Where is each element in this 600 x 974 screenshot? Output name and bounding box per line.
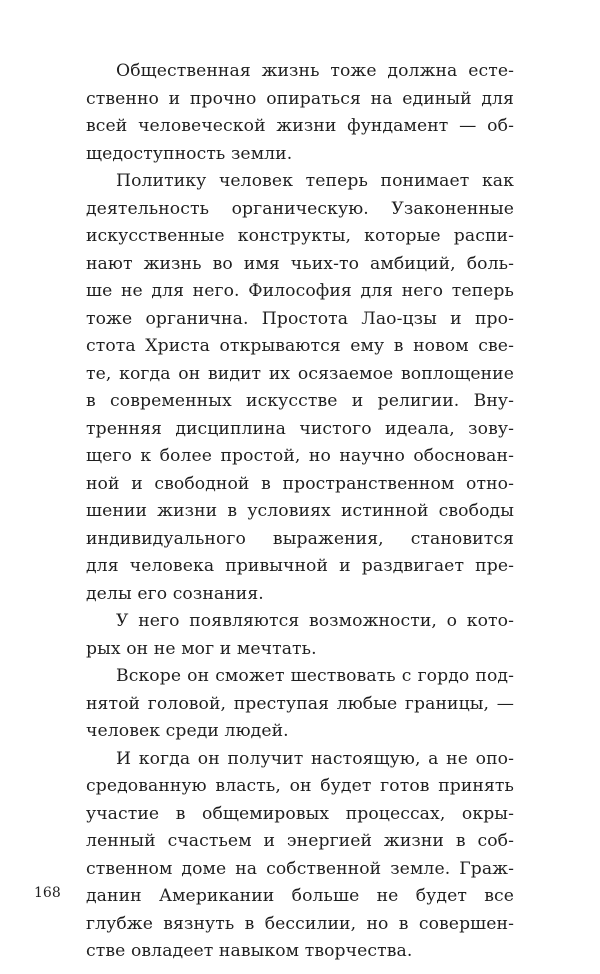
text-line: всей человеческой жизни фундамент — об- [86,116,514,136]
text-line: ше не для него. Философия для него теперь [86,281,514,301]
text-line: нают жизнь во имя чьих-то амбиций, боль- [86,253,514,274]
text-line: И когда он получит настоящую, а не опо- [116,748,514,769]
text-line: тренняя дисциплина чистого идеала, зову- [86,418,514,439]
text-line: Политику человек теперь понимает как [116,171,514,191]
text-line: шении жизни в условиях истинной свободы [86,501,514,521]
text-line: рых он не мог и мечтать. [86,638,317,659]
body-text [86,58,514,966]
text-line: делы его сознания. [86,583,264,604]
text-line: Вскоре он сможет шествовать с гордо под- [116,666,514,686]
text-line: индивидуального выражения, становится [86,528,514,549]
text-line: средованную власть, он будет готов принять [86,776,514,796]
text-line: ленный счастьем и энергией жизни в соб- [86,831,514,851]
text-line: щего к более простой, но научно обоснован- [86,446,514,466]
text-line: ственном доме на собственной земле. Граж- [86,858,514,879]
page-number: 168 [34,885,61,901]
text-line: в современных искусстве и религии. Вну- [86,391,514,411]
text-line: нятой головой, преступая любые границы, — [86,693,514,714]
text-line: искусственные конструкты, которые распи- [86,226,514,246]
text-line: данин Американии больше не будет все [86,886,514,906]
text-line: стве овладеет навыком творчества. [86,941,413,961]
text-line: участие в общемировых процессах, окры- [86,803,514,824]
text-line: те, когда он видит их осязаемое воплощение [86,363,514,384]
text-line: Общественная жизнь тоже должна есте- [116,61,514,81]
text-line: стота Христа открываются ему в новом све- [86,336,514,356]
text-line: человек среди людей. [86,721,289,741]
text-line: тоже органична. Простота Лао-цзы и про- [86,308,514,329]
text-line: щедоступность земли. [86,143,293,164]
text-line: ственно и прочно опираться на единый для [86,88,514,109]
text-line: ной и свободной в пространственном отно- [86,473,514,494]
text-line: У него появляются возможности, о кото- [116,611,514,631]
text-line: глубже вязнуть в бессилии, но в совершен- [86,913,514,934]
text-line: для человека привычной и раздвигает пре- [86,556,514,576]
text-line: деятельность органическую. Узаконенные [86,198,514,219]
